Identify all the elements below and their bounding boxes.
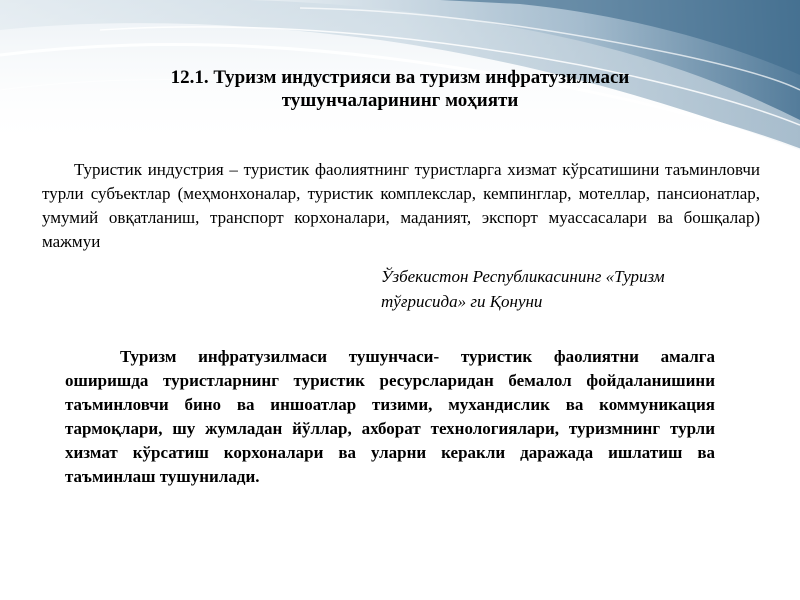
legal-source-line-2: тўғрисида» ги Қонуни — [381, 292, 543, 311]
slide-title-line-2: тушунчаларининг моҳияти — [281, 90, 519, 111]
legal-source-line-1: Ўзбекистон Республикасининг «Туризм — [381, 267, 665, 286]
legal-source-citation — [381, 264, 741, 314]
tourism-infrastructure-concept: Туризм инфратузилмаси тушунчаси- туристик фаолиятни амалга оширишда туристларнинг туристик ресурсларидан бемалол фойдаланишини таъминловчи бино ва иншоатлар тизими, мухандислик ва коммуникация тармоқлари, шу жумладан йўллар, ахборат технологиялари, туризмнинг турли хизмат кўрсатиш корхоналари ва уларни керакли даражада ишлатиш ва таъминлаш тушунилади. — [65, 347, 715, 486]
tourism-industry-definition: Туристик индустрия – туристик фаолиятнинг туристларга хизмат кўрсатишини таъминловчи турли субъектлар (меҳмонхоналар, туристик комплекслар, кемпинглар, мотеллар, пансионатлар, умумий овқатланиш, транспорт корхоналари, маданият, экспорт муассасалари ва бошқалар) мажмуи — [42, 160, 760, 251]
slide-title — [60, 66, 740, 112]
slide-title-line-1: 12.1. Туризм индустрияси ва туризм инфратузилмаси — [170, 67, 630, 88]
